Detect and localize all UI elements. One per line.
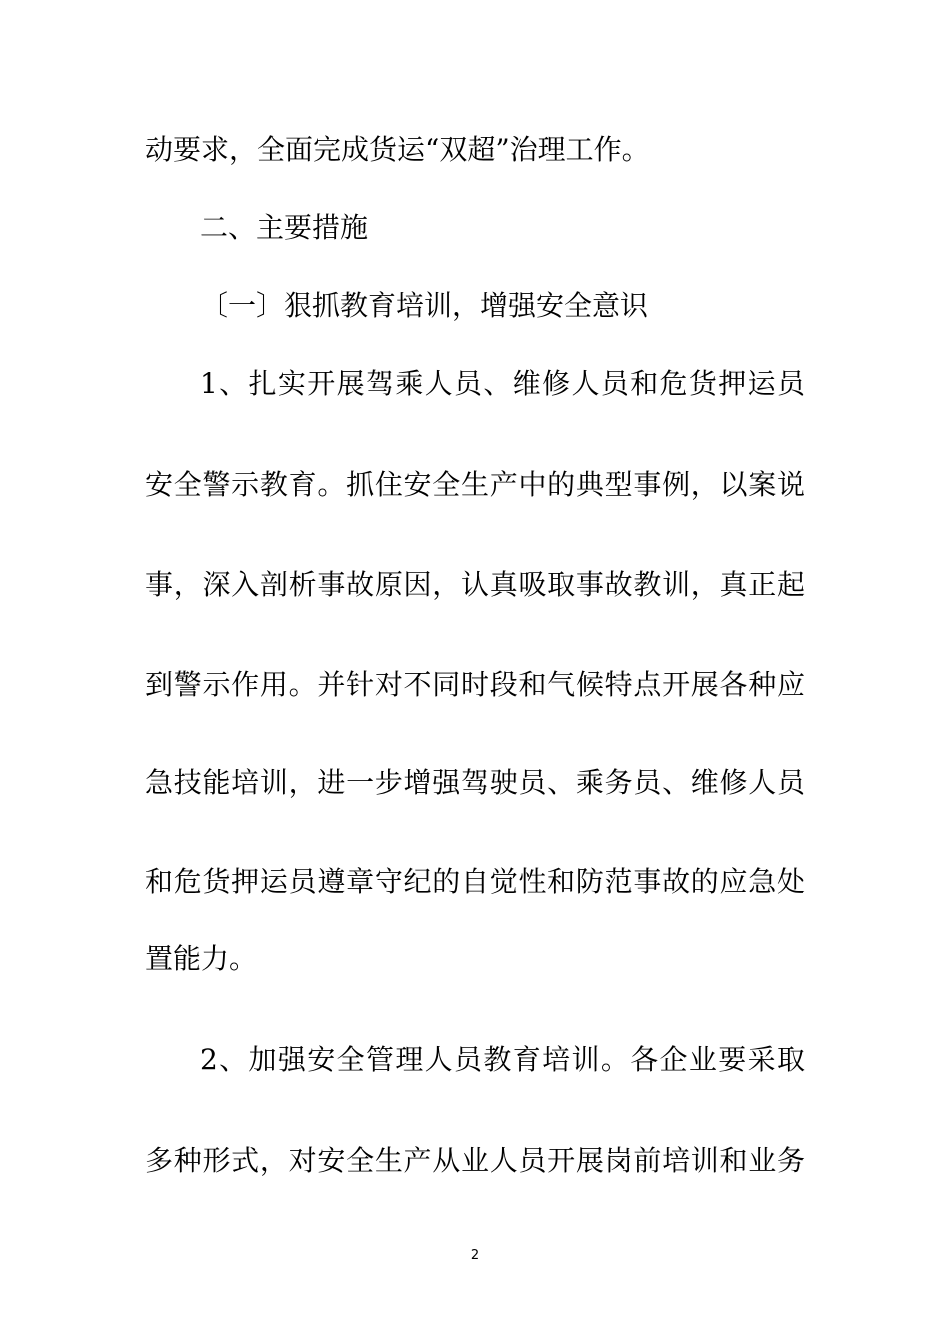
paragraph-line-continuation: 动要求，全面完成货运“双超”治理工作。 xyxy=(145,133,650,166)
paragraph-1-line-6: 和危货押运员遵章守纪的自觉性和防范事故的应急处 xyxy=(145,865,805,898)
page-number: 2 xyxy=(470,1248,480,1263)
paragraph-1-line-2: 安全警示教育。抓住安全生产中的典型事例，以案说 xyxy=(145,468,805,501)
paragraph-1-line-4: 到警示作用。并针对不同时段和气候特点开展各种应 xyxy=(145,668,805,701)
section-heading-main-measures: 二、主要措施 xyxy=(200,211,369,244)
paragraph-1-line-3: 事，深入剖析事故原因，认真吸取事故教训，真正起 xyxy=(145,568,805,601)
paragraph-1-line-1: 1、扎实开展驾乘人员、维修人员和危货押运员 xyxy=(200,367,805,400)
paragraph-1-line-5: 急技能培训，进一步增强驾驶员、乘务员、维修人员 xyxy=(145,766,805,799)
paragraph-1-line-7: 置能力。 xyxy=(145,942,258,975)
paragraph-2-line-1: 2、加强安全管理人员教育培训。各企业要采取 xyxy=(200,1043,805,1076)
subsection-heading-education-training: 〔一〕狠抓教育培训，增强安全意识 xyxy=(200,289,649,322)
paragraph-2-line-2: 多种形式，对安全生产从业人员开展岗前培训和业务 xyxy=(145,1144,805,1177)
